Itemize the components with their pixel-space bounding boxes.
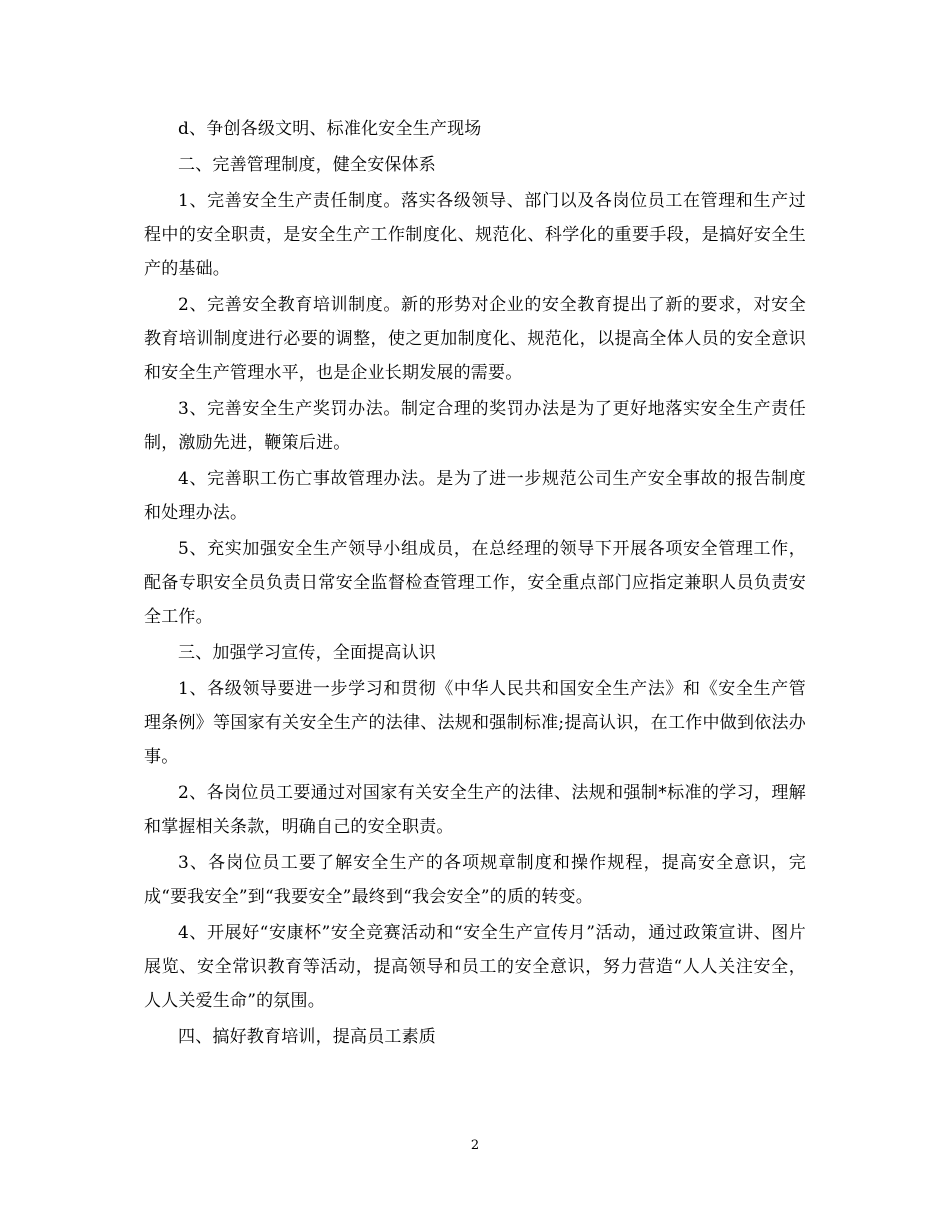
paragraph-staff-study: 2、各岗位员工要通过对国家有关安全生产的法律、法规和强制*标准的学习，理解和掌握相关条款，明确自己的安全职责。 [144, 783, 806, 837]
paragraph-reward-punishment: 3、完善安全生产奖罚办法。制定合理的奖罚办法是为了更好地落实安全生产责任制，激励先进，鞭策后进。 [144, 399, 806, 453]
page-number: 2 [470, 1138, 480, 1153]
paragraph-leaders-study: 1、各级领导要进一步学习和贯彻《中华人民共和国安全生产法》和《安全生产管理条例》等国家有关安全生产的法律、法规和强制标准;提高认识，在工作中做到依法办事。 [144, 679, 806, 767]
paragraph-accident-management: 4、完善职工伤亡事故管理办法。是为了进一步规范公司生产安全事故的报告制度和处理办法。 [144, 469, 806, 523]
paragraph-item-d: d、争创各级文明、标准化安全生产现场 [178, 119, 482, 139]
paragraph-campaign-activities: 4、开展好“安康杯”安全竞赛活动和“安全生产宣传月”活动，通过政策宣讲、图片展览、安全常识教育等活动，提高领导和员工的安全意识，努力营造“人人关注安全，人人关爱生命”的氛围。 [144, 923, 806, 1011]
paragraph-leadership-group: 5、充实加强安全生产领导小组成员，在总经理的领导下开展各项安全管理工作，配备专职安全员负责日常安全监督检查管理工作，安全重点部门应指定兼职人员负责安全工作。 [144, 539, 806, 627]
paragraph-training-system: 2、完善安全教育培训制度。新的形势对企业的安全教育提出了新的要求，对安全教育培训制度进行必要的调整，使之更加制度化、规范化，以提高全体人员的安全意识和安全生产管理水平，也是企业长期发展的需要。 [144, 295, 806, 383]
section-heading-2: 二、完善管理制度，健全安保体系 [178, 155, 436, 175]
paragraph-safety-awareness: 3、各岗位员工要了解安全生产的各项规章制度和操作规程，提高安全意识，完成“要我安全”到“我要安全”最终到“我会安全”的质的转变。 [144, 853, 806, 907]
paragraph-responsibility-system: 1、完善安全生产责任制度。落实各级领导、部门以及各岗位员工在管理和生产过程中的安全职责，是安全生产工作制度化、规范化、科学化的重要手段，是搞好安全生产的基础。 [144, 191, 806, 279]
section-heading-4: 四、搞好教育培训，提高员工素质 [178, 1027, 436, 1047]
section-heading-3: 三、加强学习宣传，全面提高认识 [178, 643, 436, 663]
document-body [144, 112, 806, 1056]
